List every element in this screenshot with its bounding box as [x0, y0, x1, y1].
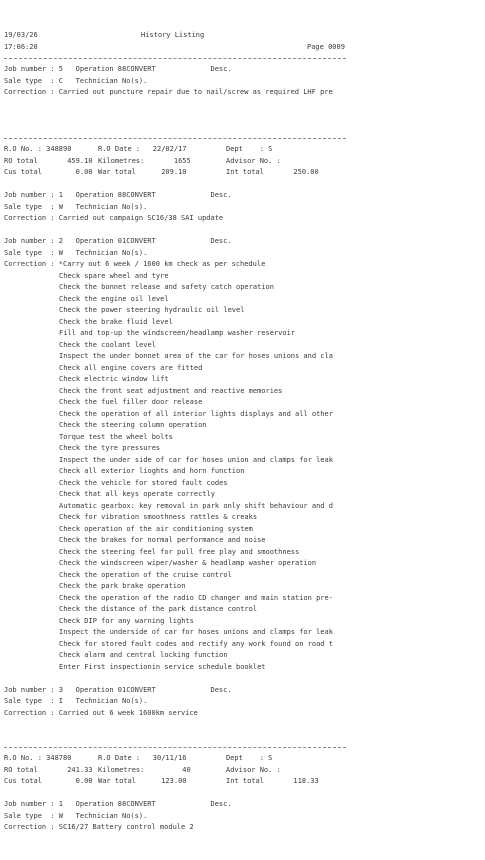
kilometres: Kilometres: 1655	[98, 156, 191, 165]
ro-summary-row-3	[4, 776, 480, 788]
ro-date: R.O Date : 22/02/17	[98, 145, 187, 153]
ro-total: RO total 459.10	[4, 156, 93, 165]
checklist-item: Inspect the under side of car for hoses union and clamps for leak	[59, 455, 333, 464]
cus-total: Cus total 0.00	[4, 168, 93, 176]
sale-type-line: Sale type : C Technician No(s).	[4, 76, 148, 85]
checklist-item: Enter First inspectionin service schedule booklet	[59, 662, 266, 671]
war-total: War total 123.00	[98, 777, 187, 785]
int-total: Int total 250.00	[226, 168, 319, 176]
checklist-item: Check the front seat adjustment and reactive memories	[59, 386, 283, 395]
dept: Dept : S	[226, 754, 273, 762]
checklist-item: Check DIP for any warning lights	[59, 616, 194, 625]
checklist-item: Check the operation of the radio CD changer and main station pre-	[59, 593, 333, 602]
checklist-item: Inspect the underside of car for hoses unions and clamps for leak	[59, 628, 333, 636]
checklist-item: Check the brake fluid level	[59, 317, 173, 326]
dashed-separator	[4, 58, 346, 59]
header-row-2	[4, 42, 480, 54]
ro-summary-row-1	[4, 753, 480, 765]
checklist-item: Automatic gearbox: key removal in park only shift behaviour and d	[59, 501, 333, 510]
checklist-item: Check the operation of all interior lights displays and all other	[59, 409, 333, 418]
report-title: History Listing	[141, 31, 205, 39]
job-number-line: Job number : 1 Operation 88CONVERT Desc.	[4, 800, 232, 808]
checklist-item: Check the coolant level	[59, 340, 156, 349]
job-number-line: Job number : 1 Operation 88CONVERT Desc.	[4, 191, 232, 199]
checklist-item: Check the brakes for normal performance and noise	[59, 536, 266, 544]
checklist-item: Check the power steering hydraulic oil level	[59, 306, 245, 314]
sale-type-line: Sale type : W Technician No(s).	[4, 248, 148, 257]
dashed-separator	[4, 747, 346, 748]
checklist-item: Check alarm and central locking function	[59, 651, 228, 659]
checklist-item: Check the distance of the park distance control	[59, 605, 258, 613]
correction-line: Correction : Carried out 6 week 1600km service	[4, 708, 198, 717]
ro-number: R.O No. : 348890	[4, 145, 72, 153]
sale-type-line: Sale type : W Technician No(s).	[4, 202, 148, 211]
job-number-line: Job number : 3 Operation 01CONVERT Desc.	[4, 685, 232, 694]
checklist-item: Check that all keys operate correctly	[59, 490, 215, 498]
header-row-1	[4, 30, 480, 42]
checklist-item: Check the steering feel for pull free play and smoothness	[59, 547, 300, 556]
ro-summary-row-2	[4, 765, 480, 777]
page-number: Page 0009	[307, 42, 345, 51]
checklist-item: Check operation of the air conditioning system	[59, 524, 253, 533]
print-time: 17:06:20	[4, 42, 38, 51]
checklist-item: Check the operation of the cruise control	[59, 570, 232, 579]
ro-date: R.O Date : 30/11/16	[98, 754, 187, 762]
checklist-item: Check for vibration smoothness rattles & creaks	[59, 513, 258, 521]
dept: Dept : S	[226, 145, 273, 153]
ro-summary-row-2	[4, 156, 480, 168]
advisor-number: Advisor No. :	[226, 156, 281, 165]
correction-line: Correction : SC16/27 Battery control module 2	[4, 823, 194, 831]
checklist-item: Check the park brake operation	[59, 582, 186, 590]
checklist-item: Check the steering column operation	[59, 421, 207, 429]
checklist-item: Check the windscreen wiper/washer & headlamp washer operation	[59, 559, 317, 567]
checklist-item: Check for stored fault codes and rectify any work found on road t	[59, 639, 333, 648]
ro-summary-row-3	[4, 167, 480, 179]
checklist-item: Check electric window lift	[59, 375, 169, 383]
checklist-item: Inspect the under bonnet area of the car for hoses unions and cla	[59, 352, 333, 360]
history-listing-document	[4, 30, 480, 834]
war-total: War total 209.10	[98, 168, 187, 176]
checklist-item: Check the tyre pressures	[59, 444, 161, 452]
ro-summary-row-1	[4, 144, 480, 156]
cus-total: Cus total 0.00	[4, 777, 93, 785]
correction-line: Correction : Carried out campaign SC16/38 SAI update	[4, 214, 224, 222]
sale-type-line: Sale type : W Technician No(s).	[4, 811, 148, 820]
sale-type-line: Sale type : I Technician No(s).	[4, 697, 148, 705]
checklist-item: Check spare wheel and tyre	[59, 271, 169, 280]
checklist-item: Check the fuel filler door release	[59, 398, 203, 406]
checklist-item: Check all exterior lioghts and horn function	[59, 467, 245, 475]
dashed-separator	[4, 138, 346, 139]
service-checklist	[4, 271, 480, 674]
print-date: 19/03/26	[4, 31, 38, 39]
checklist-item: Torque test the wheel bolts	[59, 432, 173, 441]
job-number-line: Job number : 2 Operation 01CONVERT Desc.	[4, 237, 232, 245]
ro-number: R.O No. : 348780	[4, 754, 72, 762]
checklist-item: Check all engine covers are fitted	[59, 363, 203, 372]
int-total: Int total 118.33	[226, 777, 319, 785]
ro-total: RO total 241.33	[4, 765, 93, 774]
correction-line: Correction : Carried out puncture repair due to nail/screw as required LHF pre	[4, 88, 333, 96]
checklist-item: Fill and top-up the windscreen/headlamp washer reservoir	[59, 329, 296, 337]
correction-line: Correction : *Carry out 6 week / 1600 km check as per schedule	[4, 260, 266, 268]
checklist-item: Check the vehicle for stored fault codes	[59, 478, 228, 487]
checklist-item: Check the engine oil level	[59, 294, 169, 303]
job-number-line: Job number : 5 Operation 88CONVERT Desc.	[4, 65, 232, 73]
kilometres: Kilometres: 40	[98, 765, 191, 774]
advisor-number: Advisor No. :	[226, 765, 281, 774]
checklist-item: Check the bonnet release and safety catch operation	[59, 283, 274, 291]
